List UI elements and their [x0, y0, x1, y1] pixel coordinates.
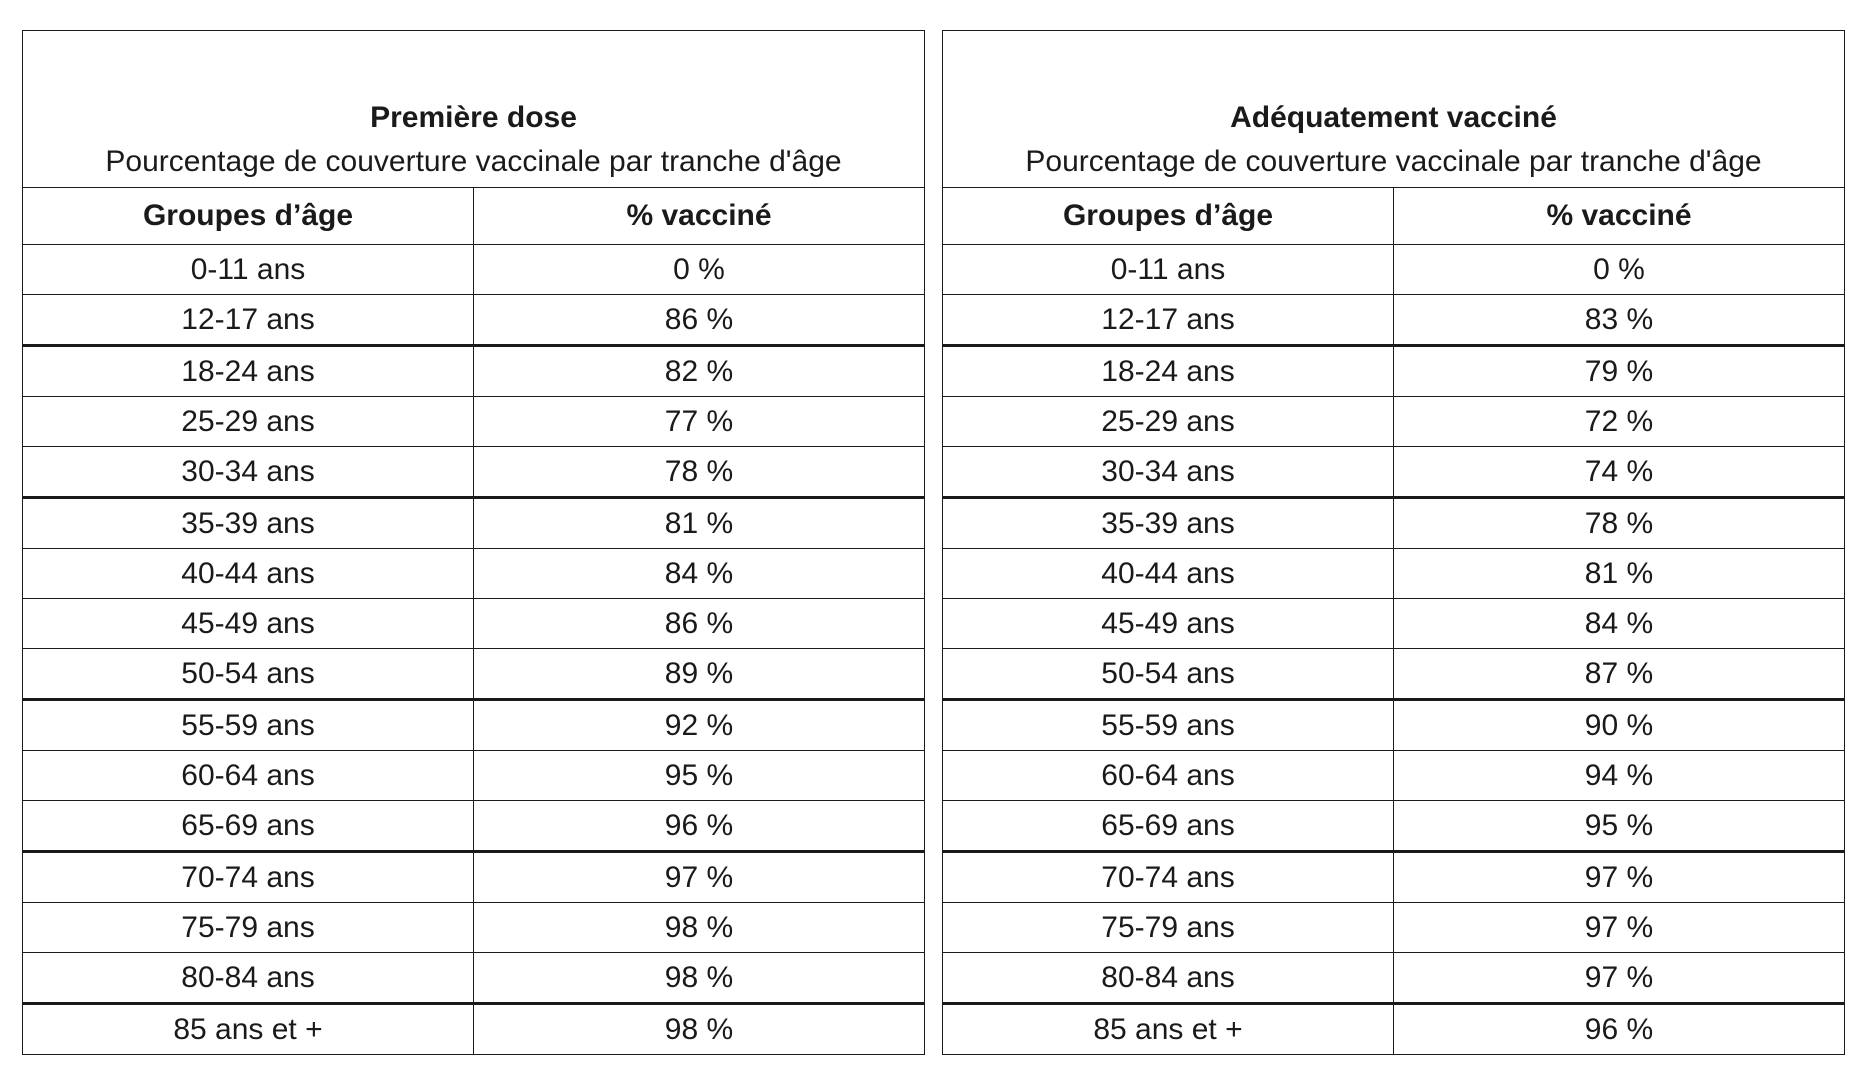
- table-row: [23, 751, 925, 801]
- percent-vaccinated-cell: 98 %: [474, 903, 925, 953]
- table-row: [23, 549, 925, 599]
- table-row: [23, 852, 925, 903]
- table-title-cell: [23, 31, 925, 188]
- age-group-cell: 80-84 ans: [943, 953, 1394, 1004]
- age-group-cell: 50-54 ans: [23, 649, 474, 700]
- table-row: [23, 447, 925, 498]
- percent-vaccinated-cell: 81 %: [1394, 549, 1845, 599]
- table-title-cell: [943, 31, 1845, 188]
- age-group-cell: 85 ans et +: [23, 1004, 474, 1055]
- table-row: [943, 751, 1845, 801]
- percent-vaccinated-cell: 81 %: [474, 498, 925, 549]
- percent-vaccinated-cell: 0 %: [1394, 245, 1845, 295]
- percent-vaccinated-cell: 84 %: [1394, 599, 1845, 649]
- percent-vaccinated-cell: 98 %: [474, 953, 925, 1004]
- first-dose-table: [22, 30, 925, 1055]
- age-group-cell: 60-64 ans: [23, 751, 474, 801]
- age-group-cell: 30-34 ans: [943, 447, 1394, 498]
- age-group-cell: 0-11 ans: [23, 245, 474, 295]
- age-group-cell: 60-64 ans: [943, 751, 1394, 801]
- table-subtitle: Pourcentage de couverture vaccinale par tranche d'âge: [105, 145, 842, 178]
- table-row: [23, 1004, 925, 1055]
- age-group-cell: 75-79 ans: [943, 903, 1394, 953]
- percent-vaccinated-cell: 74 %: [1394, 447, 1845, 498]
- table-row: [23, 953, 925, 1004]
- percent-vaccinated-cell: 86 %: [474, 295, 925, 346]
- age-group-cell: 70-74 ans: [943, 852, 1394, 903]
- table-row: [943, 903, 1845, 953]
- table-row: [23, 397, 925, 447]
- table-row: [23, 295, 925, 346]
- age-group-cell: 18-24 ans: [23, 346, 474, 397]
- table-row: [23, 903, 925, 953]
- table-row: [943, 245, 1845, 295]
- percent-vaccinated-cell: 96 %: [474, 801, 925, 852]
- table-row: [943, 953, 1845, 1004]
- table-row: [943, 852, 1845, 903]
- table-subtitle: Pourcentage de couverture vaccinale par tranche d'âge: [1025, 145, 1762, 178]
- percent-vaccinated-cell: 98 %: [474, 1004, 925, 1055]
- age-group-cell: 85 ans et +: [943, 1004, 1394, 1055]
- age-group-cell: 50-54 ans: [943, 649, 1394, 700]
- age-group-cell: 30-34 ans: [23, 447, 474, 498]
- column-header-percent-vaccinated: % vacciné: [474, 188, 925, 245]
- column-header-age-group: Groupes d’âge: [23, 188, 474, 245]
- age-group-cell: 45-49 ans: [943, 599, 1394, 649]
- table-row: [943, 700, 1845, 751]
- age-group-cell: 40-44 ans: [23, 549, 474, 599]
- age-group-cell: 25-29 ans: [943, 397, 1394, 447]
- percent-vaccinated-cell: 90 %: [1394, 700, 1845, 751]
- percent-vaccinated-cell: 86 %: [474, 599, 925, 649]
- age-group-cell: 18-24 ans: [943, 346, 1394, 397]
- percent-vaccinated-cell: 0 %: [474, 245, 925, 295]
- age-group-cell: 70-74 ans: [23, 852, 474, 903]
- table-row: [23, 346, 925, 397]
- percent-vaccinated-cell: 83 %: [1394, 295, 1845, 346]
- table-row: [23, 599, 925, 649]
- age-group-cell: 65-69 ans: [943, 801, 1394, 852]
- table-row: [943, 295, 1845, 346]
- age-group-cell: 75-79 ans: [23, 903, 474, 953]
- table-row: [23, 700, 925, 751]
- table-title: Adéquatement vacciné: [1230, 101, 1557, 134]
- first-dose-table-wrapper: [22, 30, 925, 1055]
- percent-vaccinated-cell: 95 %: [474, 751, 925, 801]
- table-row: [943, 599, 1845, 649]
- percent-vaccinated-cell: 97 %: [474, 852, 925, 903]
- table-row: [943, 346, 1845, 397]
- percent-vaccinated-cell: 82 %: [474, 346, 925, 397]
- age-group-cell: 0-11 ans: [943, 245, 1394, 295]
- age-group-cell: 65-69 ans: [23, 801, 474, 852]
- percent-vaccinated-cell: 72 %: [1394, 397, 1845, 447]
- age-group-cell: 12-17 ans: [23, 295, 474, 346]
- table-row: [23, 649, 925, 700]
- percent-vaccinated-cell: 87 %: [1394, 649, 1845, 700]
- percent-vaccinated-cell: 96 %: [1394, 1004, 1845, 1055]
- table-row: [943, 447, 1845, 498]
- percent-vaccinated-cell: 95 %: [1394, 801, 1845, 852]
- age-group-cell: 55-59 ans: [23, 700, 474, 751]
- table-body: [943, 245, 1845, 1055]
- age-group-cell: 12-17 ans: [943, 295, 1394, 346]
- adequately-vaccinated-table: [942, 30, 1845, 1055]
- table-row: [943, 801, 1845, 852]
- table-row: [23, 245, 925, 295]
- table-row: [943, 397, 1845, 447]
- age-group-cell: 45-49 ans: [23, 599, 474, 649]
- age-group-cell: 40-44 ans: [943, 549, 1394, 599]
- table-row: [943, 649, 1845, 700]
- percent-vaccinated-cell: 84 %: [474, 549, 925, 599]
- percent-vaccinated-cell: 97 %: [1394, 903, 1845, 953]
- table-row: [943, 498, 1845, 549]
- table-title: Première dose: [370, 101, 577, 134]
- column-header-percent-vaccinated: % vacciné: [1394, 188, 1845, 245]
- age-group-cell: 55-59 ans: [943, 700, 1394, 751]
- table-body: [23, 245, 925, 1055]
- percent-vaccinated-cell: 77 %: [474, 397, 925, 447]
- table-row: [23, 498, 925, 549]
- table-row: [23, 801, 925, 852]
- age-group-cell: 35-39 ans: [23, 498, 474, 549]
- table-row: [943, 1004, 1845, 1055]
- percent-vaccinated-cell: 97 %: [1394, 852, 1845, 903]
- percent-vaccinated-cell: 78 %: [474, 447, 925, 498]
- percent-vaccinated-cell: 94 %: [1394, 751, 1845, 801]
- table-row: [943, 549, 1845, 599]
- percent-vaccinated-cell: 79 %: [1394, 346, 1845, 397]
- percent-vaccinated-cell: 92 %: [474, 700, 925, 751]
- age-group-cell: 25-29 ans: [23, 397, 474, 447]
- percent-vaccinated-cell: 78 %: [1394, 498, 1845, 549]
- age-group-cell: 80-84 ans: [23, 953, 474, 1004]
- adequately-vaccinated-table-wrapper: [942, 30, 1845, 1055]
- column-header-age-group: Groupes d’âge: [943, 188, 1394, 245]
- percent-vaccinated-cell: 97 %: [1394, 953, 1845, 1004]
- percent-vaccinated-cell: 89 %: [474, 649, 925, 700]
- age-group-cell: 35-39 ans: [943, 498, 1394, 549]
